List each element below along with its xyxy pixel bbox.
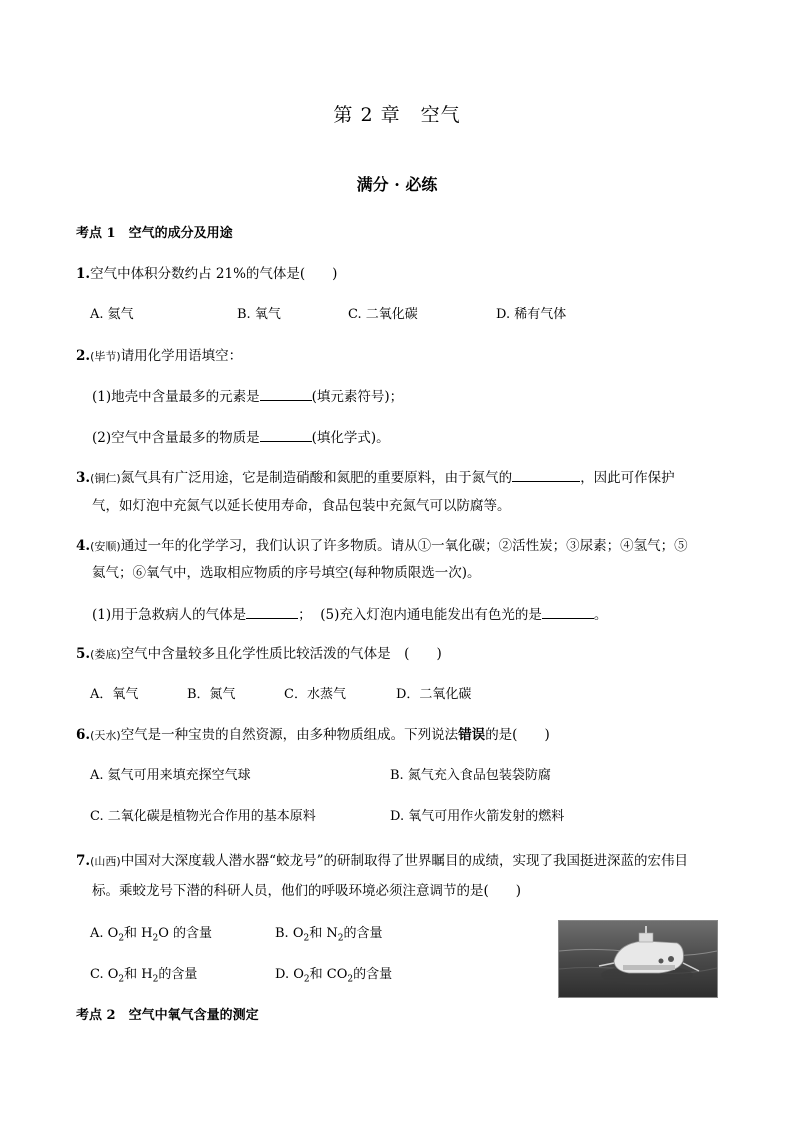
question-text: 空气中含量较多且化学性质比较活泼的气体是 ( ) <box>120 646 442 662</box>
question-text: 氮气具有广泛用途，它是制造硝酸和氮肥的重要原料，由于氮气的 <box>120 470 513 486</box>
question-text: 中国对大深度载人潜水器“蛟龙号”的研制取得了世界瞩目的成绩，实现了我国挺进深蓝的宏伟目 <box>120 853 688 869</box>
q2-part-2-hint: (填化学式)。 <box>311 430 390 446</box>
question-text: 请用化学用语填空： <box>120 348 243 364</box>
answer-blank[interactable] <box>542 606 594 619</box>
q2-part-2 <box>92 426 390 446</box>
submersible-photo <box>558 920 718 998</box>
question-source: (铜仁) <box>90 472 121 485</box>
q7-line-2: 标。乘蛟龙号下潜的科研人员，他们的呼吸环境必须注意调节的是( ) <box>92 883 522 899</box>
q1-option-d: D. 稀有气体 <box>496 307 567 322</box>
question-text: 通过一年的化学学习，我们认识了许多物质。请从①一氧化碳；②活性炭；③尿素；④氢气；⑤ <box>120 538 688 554</box>
q1-option-b: B. 氧气 <box>237 307 281 322</box>
question-2 <box>76 344 242 364</box>
q2-part-1-text: (1)地壳中含量最多的元素是 <box>92 389 260 405</box>
emphasis-text: 错误 <box>458 727 486 743</box>
page-subtitle: 满分 · 必练 <box>356 175 438 194</box>
q7-option-d: D. $O_2$和 $CO_2$的含量 <box>275 967 393 985</box>
q7-option-b: B. $O_2$和 $N_2$的含量 <box>275 926 383 944</box>
question-3 <box>76 466 675 486</box>
question-source: (天水) <box>90 729 121 742</box>
question-6 <box>76 723 550 743</box>
section-heading-1: 考点 1 空气的成分及用途 <box>76 226 233 241</box>
answer-blank[interactable] <box>260 429 312 442</box>
question-number: 7. <box>76 853 91 869</box>
question-source: (毕节) <box>90 350 121 363</box>
q2-part-1-hint: (填元素符号)； <box>311 389 404 405</box>
q2-part-1 <box>92 385 403 405</box>
question-text: 空气是一种宝贵的自然资源，由多种物质组成。下列说法 <box>120 727 459 743</box>
question-number: 5. <box>76 646 91 662</box>
question-number: 6. <box>76 727 91 743</box>
q2-part-2-text: (2)空气中含量最多的物质是 <box>92 430 260 446</box>
q4-part-5-end: 。 <box>593 607 608 623</box>
question-source: (娄底) <box>90 648 121 661</box>
question-source: (山西) <box>90 855 121 868</box>
page-title: 第 2 章 空气 <box>333 104 461 126</box>
question-source: (安顺) <box>90 540 121 553</box>
q1-option-c: C. 二氧化碳 <box>348 307 418 322</box>
q4-parts <box>92 603 607 623</box>
q7-option-a: A. $O_2$和 $H_2O$ 的含量 <box>90 926 213 944</box>
question-4 <box>76 534 688 554</box>
q6-option-d: D. 氧气可用作火箭发射的燃料 <box>390 809 565 824</box>
q5-option-d: D．二氧化碳 <box>396 687 472 702</box>
q1-option-a: A. 氦气 <box>90 307 134 322</box>
answer-blank[interactable] <box>260 388 312 401</box>
question-5 <box>76 642 442 662</box>
submersible-image <box>559 921 717 997</box>
q5-option-b: B．氮气 <box>187 687 236 702</box>
question-number: 4. <box>76 538 91 554</box>
question-text-cont: ，因此可作保护 <box>580 470 675 486</box>
q4-part-5-text: (5)充入灯泡内通电能发出有色光的是 <box>320 607 542 623</box>
question-number: 3. <box>76 470 91 486</box>
q6-option-b: B. 氮气充入食品包装袋防腐 <box>390 768 551 783</box>
question-number: 1. <box>76 266 91 282</box>
q5-option-c: C．水蒸气 <box>284 687 346 702</box>
q4-part-1-end: ； <box>298 607 312 623</box>
q7-option-c: C. $O_2$和 $H_2$的含量 <box>90 967 198 985</box>
q6-option-a: A. 氦气可用来填充探空气球 <box>90 768 251 783</box>
section-heading-2: 考点 2 空气中氧气含量的测定 <box>76 1008 259 1023</box>
q3-line-2: 气，如灯泡中充氮气以延长使用寿命，食品包装中充氮气可以防腐等。 <box>92 498 511 514</box>
q4-part-1-text: (1)用于急救病人的气体是 <box>92 607 247 623</box>
answer-blank[interactable] <box>512 469 580 482</box>
q4-line-2: 氦气；⑥氧气中，选取相应物质的序号填空(每种物质限选一次)。 <box>92 565 481 581</box>
question-7 <box>76 849 688 869</box>
question-text: 空气中体积分数约占 21%的气体是( ) <box>90 266 338 282</box>
question-1 <box>76 262 337 282</box>
question-number: 2. <box>76 348 91 364</box>
question-text-end: 的是( ) <box>485 727 550 743</box>
q5-option-a: A．氧气 <box>90 687 139 702</box>
answer-blank[interactable] <box>246 606 298 619</box>
q6-option-c: C. 二氧化碳是植物光合作用的基本原料 <box>90 809 316 824</box>
